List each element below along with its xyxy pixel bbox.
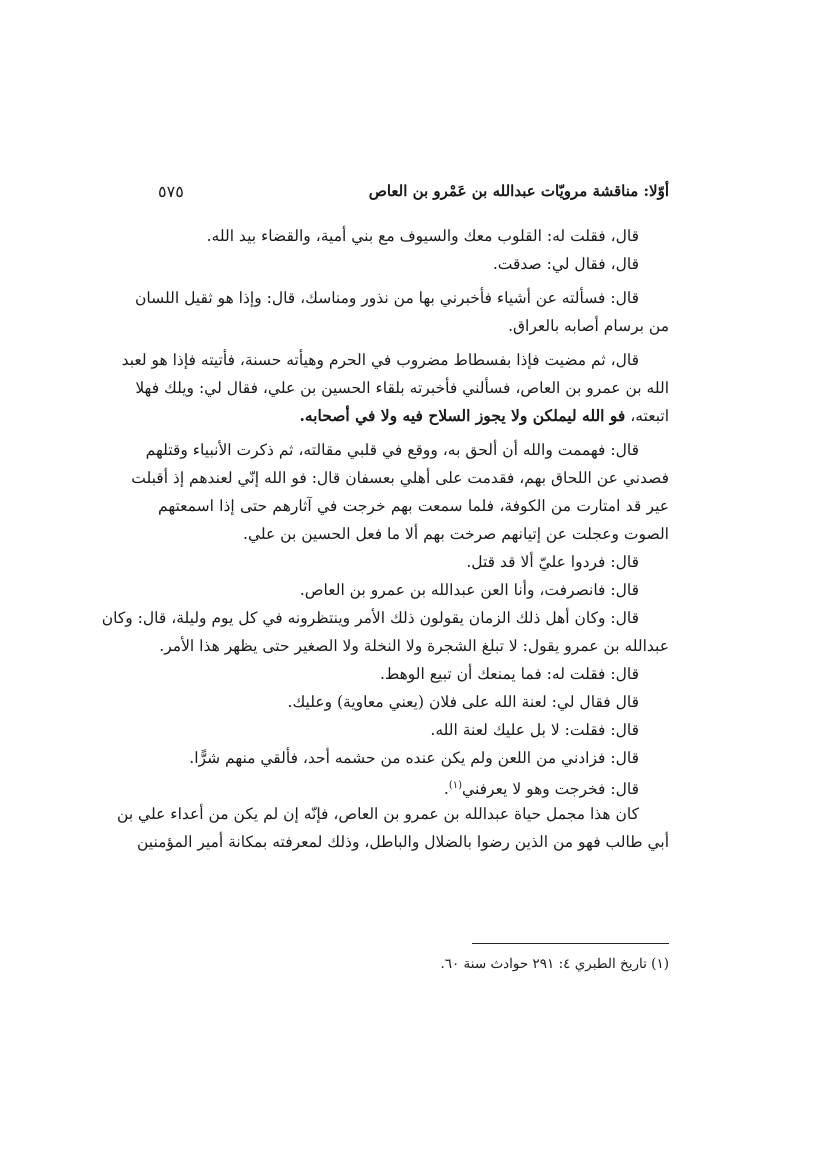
text-run: قال: فخرجت وهو لا يعرفني	[462, 780, 639, 799]
text-line: عبدالله بن عمرو يقول: لا تبلغ الشجرة ولا النخلة ولا الصغير حتى يظهر هذا الأمر.	[159, 637, 669, 655]
text-line: قال: فزادني من اللعن ولم يكن عنده من حشمه أحد، فألقي منهم شرًّا.	[189, 749, 639, 767]
text-line: من برسام أصابه بالعراق.	[508, 317, 669, 335]
text-line: كان هذا مجمل حياة عبدالله بن عمرو بن العاص، فإنّه إن لم يكن من أعداء علي بن	[117, 805, 639, 823]
text-line	[158, 402, 669, 430]
text-line: قال، فقلت له: القلوب معك والسيوف مع بني أمية، والقضاء بيد الله.	[206, 227, 639, 245]
text-line: الله بن عمرو بن العاص، فسألني فأخبرته بلقاء الحسين بن علي، فقال لي: ويلك فهلا	[135, 379, 669, 397]
bold-text-run: فو الله ليملكن ولا يجوز السلاح فيه ولا في أصحابه.	[299, 406, 626, 425]
footnote-marker: (١)	[448, 780, 463, 791]
text-line: قال، فقال لي: صدقت.	[492, 255, 639, 273]
running-header	[158, 182, 669, 210]
text-line: قال: فانصرفت، وأنا العن عبدالله بن عمرو بن العاص.	[299, 581, 639, 599]
body-text	[101, 222, 669, 856]
text-line: قال: فهممت والله أن ألحق به، ووقع في قلبي مقالته، ثم ذكرت الأنبياء وقتلهم	[145, 441, 639, 459]
text-run: .	[443, 780, 449, 799]
text-line: عير قد امتارت من الكوفة، فلما سمعت بهم خرجت في آثارهم حتى إذا اسمعتهم	[158, 497, 669, 515]
text-line: قال: وكان أهل ذلك الزمان يقولون ذلك الأمر وينتظرونه في كل يوم وليلة، قال: وكان	[101, 609, 639, 627]
text-line: قال: فردوا عليّ ألا قد قتل.	[466, 553, 639, 571]
text-run: اتبعته،	[630, 407, 669, 425]
footnote: (١) تاريخ الطبري ٤: ٢٩١ حوادث سنة ٦٠.	[440, 956, 669, 972]
page-number: ٥٧٥	[158, 182, 184, 201]
footnote-divider	[472, 943, 669, 944]
text-line: فصدني عن اللحاق بهم، فقدمت على أهلي بعسفان قال: فو الله إنّي لعندهم إذ أقبلت	[131, 469, 669, 487]
text-line	[158, 772, 669, 800]
text-line: أبي طالب فهو من الذين رضوا بالضلال والباطل، وذلك لمعرفته بمكانة أمير المؤمنين	[136, 833, 669, 851]
text-line: الصوت وعجلت عن إتيانهم صرخت بهم ألا ما فعل الحسين بن علي.	[243, 525, 669, 543]
text-line: قال: فقلت له: فما يمنعك أن تبيع الوهط.	[379, 665, 639, 683]
text-line: قال: فسألته عن أشياء فأخبرني بها من نذور ومناسك، قال: وإذا هو ثقيل اللسان	[135, 289, 639, 307]
text-line: قال، ثم مضيت فإذا بفسطاط مضروب في الحرم وهيأته حسنة، فأتيته فإذا هو لعبد	[121, 351, 639, 369]
chapter-title: أوّلا: مناقشة مرويّات عبدالله بن عَمْرو بن العاص	[368, 182, 669, 200]
text-line: قال: فقلت: لا بل عليك لعنة الله.	[430, 721, 639, 739]
text-line: قال فقال لي: لعنة الله على فلان (يعني معاوية) وعليك.	[287, 693, 639, 711]
